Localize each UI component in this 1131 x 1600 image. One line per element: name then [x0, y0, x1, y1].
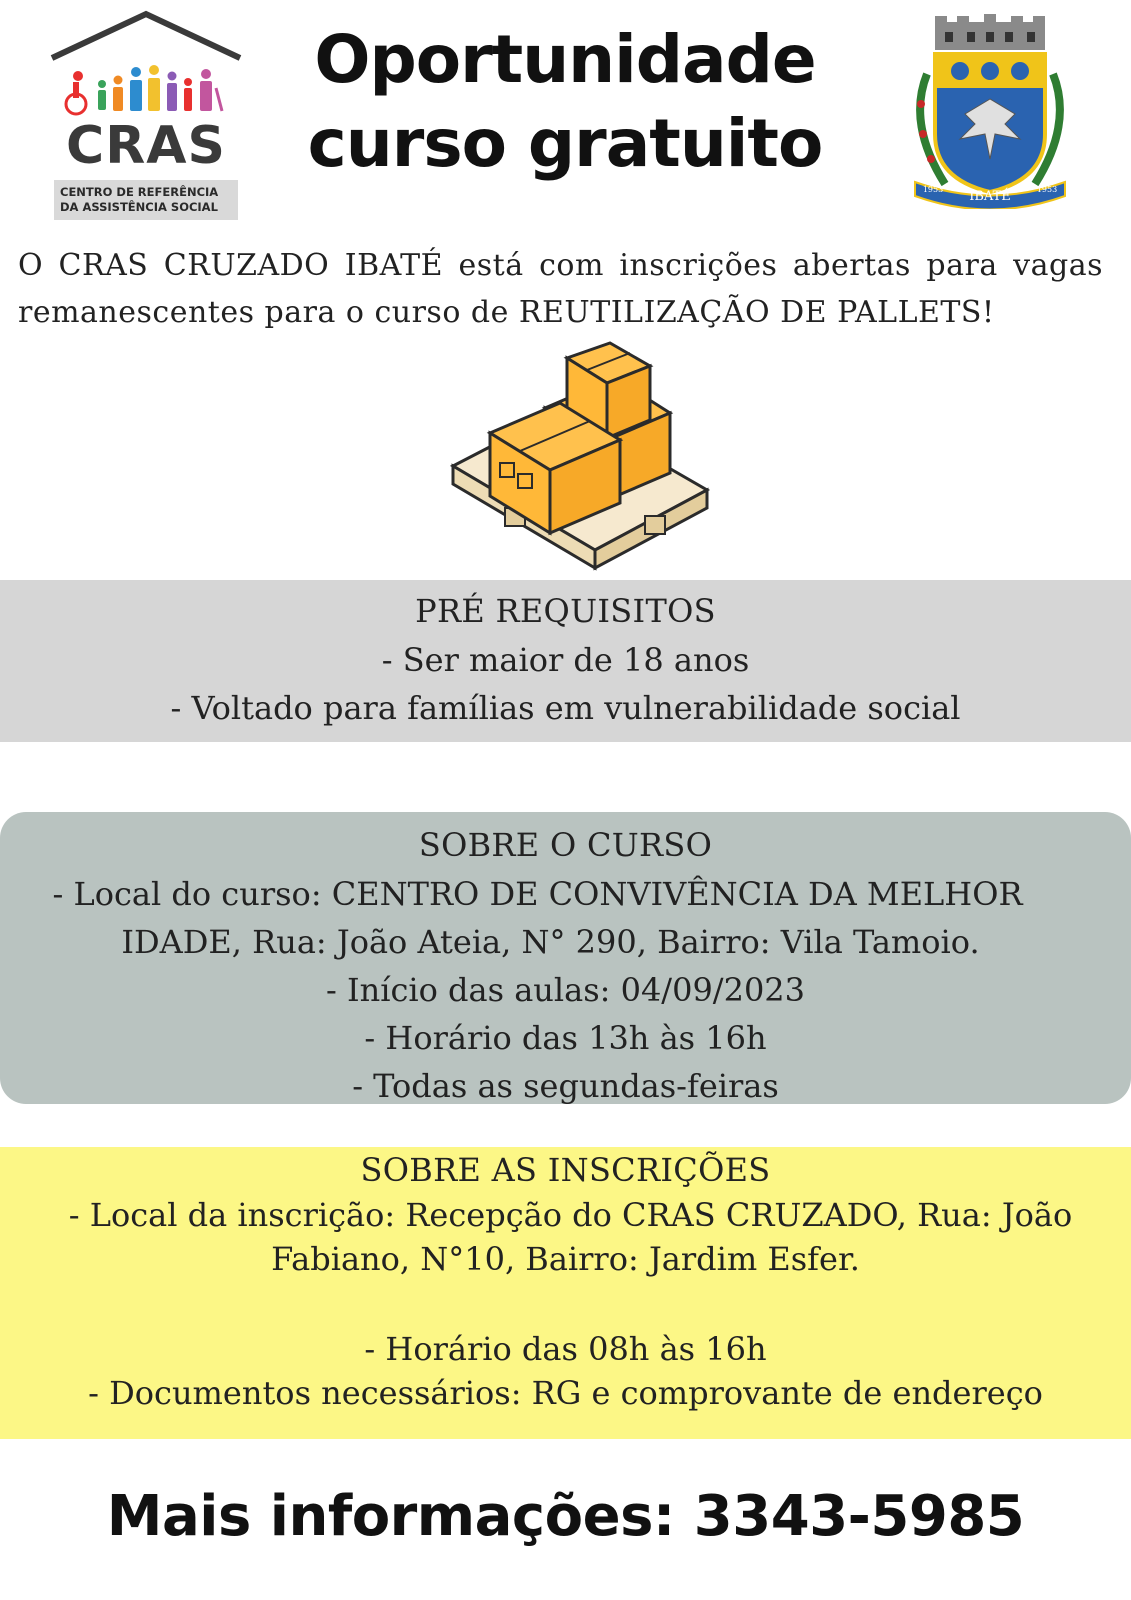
coat-ribbon-text: IBATÉ [969, 189, 1011, 204]
course-line: - Início das aulas: 04/09/2023 [325, 971, 806, 1009]
contact-footer: Mais informações: 3343-5985 [106, 1484, 1025, 1549]
coat-year-right: 1953 [1036, 185, 1058, 194]
prerequisites-heading: PRÉ REQUISITOS [415, 592, 716, 630]
registration-line: - Local da inscrição: Recepção do CRAS CRUZADO, Rua: João [68, 1196, 1073, 1234]
prerequisite-item: - Ser maior de 18 anos [381, 641, 750, 679]
intro-text: O CRAS CRUZADO IBATÉ está com inscrições abertas para vagas remanescentes para o curso de REUTILIZAÇÃO DE PALLETS! [18, 248, 1103, 330]
registration-line: Fabiano, N°10, Bairro: Jardim Esfer. [271, 1240, 860, 1278]
registration-heading: SOBRE AS INSCRIÇÕES [360, 1151, 771, 1189]
coat-of-arms-icon [905, 14, 1075, 209]
house-people-icon [46, 10, 246, 120]
coat-year-left: 1953 [922, 185, 944, 194]
registration-section [0, 1147, 1131, 1439]
title-line2: curso gratuito [307, 105, 823, 182]
course-section [0, 812, 1131, 1104]
pallet-boxes-illustration [445, 338, 715, 578]
registration-line: - Documentos necessários: RG e comprovante de endereço [88, 1374, 1043, 1412]
course-line: - Horário das 13h às 16h [364, 1019, 767, 1057]
coat-of-arms [905, 14, 1075, 209]
course-line: IDADE, Rua: João Ateia, N° 290, Bairro: Vila Tamoio. [121, 923, 980, 961]
page-title [300, 18, 830, 186]
registration-spacer [0, 1281, 1131, 1327]
prerequisite-item: - Voltado para famílias em vulnerabilidade social [170, 689, 961, 727]
logo-subtitle [54, 180, 238, 220]
logo-word: CRAS [66, 116, 226, 176]
prerequisites-section [0, 580, 1131, 742]
cras-logo [46, 10, 246, 215]
registration-line: - Horário das 08h às 16h [364, 1330, 767, 1368]
course-line: - Local do curso: CENTRO DE CONVIVÊNCIA DA MELHOR [52, 875, 1023, 913]
logo-subtitle-line1: CENTRO DE REFERÊNCIA [60, 185, 219, 199]
title-line1: Oportunidade [314, 21, 816, 98]
course-line: - Todas as segundas-feiras [352, 1067, 779, 1105]
logo-subtitle-line2: DA ASSISTÊNCIA SOCIAL [60, 200, 218, 214]
pallet-icon [445, 338, 715, 578]
course-heading: SOBRE O CURSO [418, 826, 713, 864]
